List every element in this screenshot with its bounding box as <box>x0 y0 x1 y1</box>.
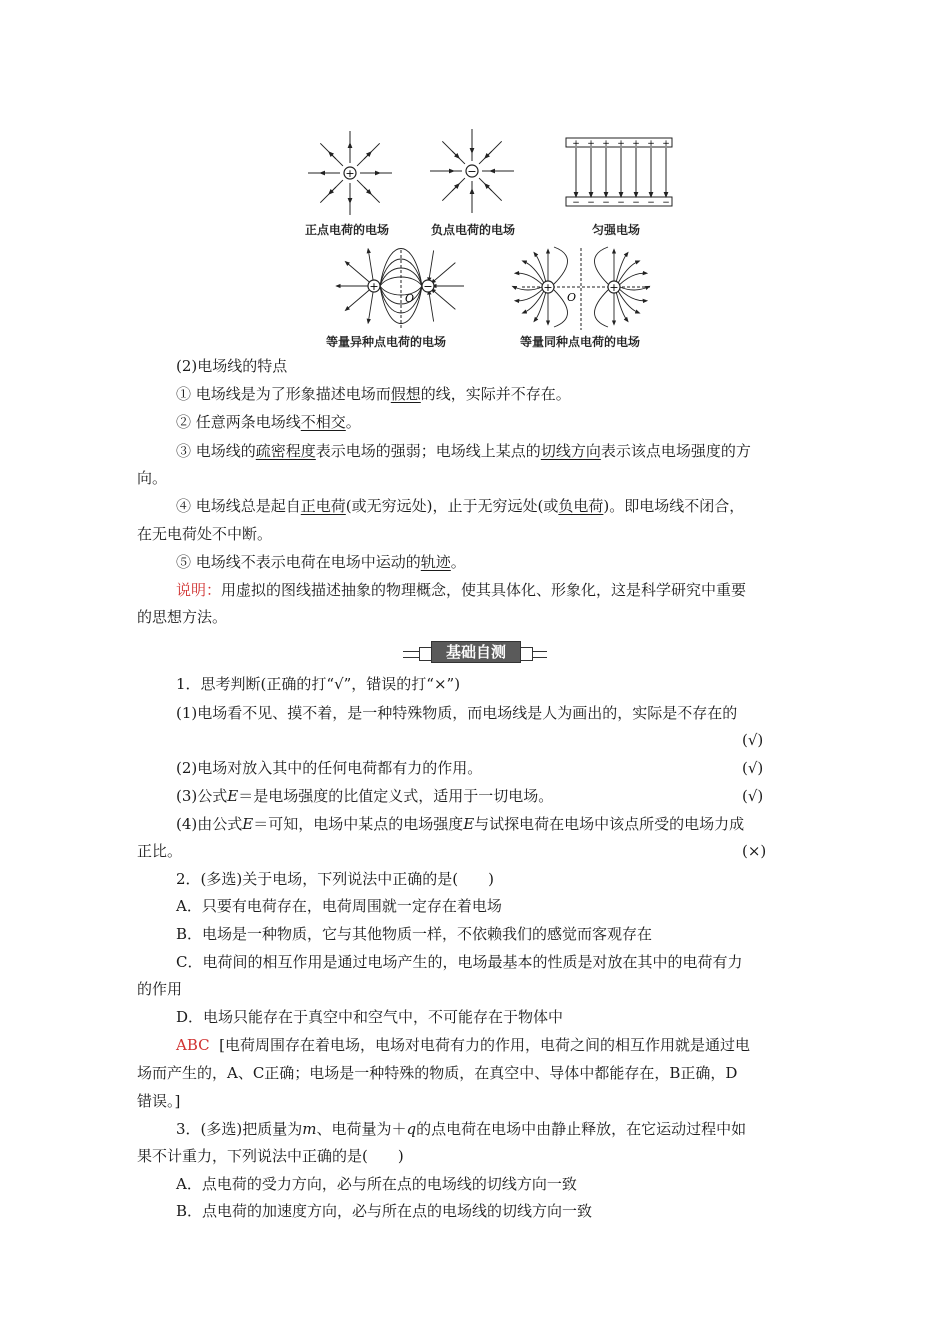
feature-4-cont: 在无电荷处不中断。 <box>137 525 273 543</box>
feature-2: ② 任意两条电场线不相交。 <box>176 413 361 431</box>
caption-uniform: 匀强电场 <box>592 223 641 237</box>
field-arrow <box>452 185 458 191</box>
features-heading: (2)电场线的特点 <box>176 357 288 375</box>
field-arrow <box>330 187 336 193</box>
field-line <box>368 250 373 280</box>
field-figures <box>0 0 950 360</box>
feature-5: ⑤ 电场线不表示电荷在电场中运动的轨迹。 <box>176 553 466 571</box>
minus-sign: − <box>572 198 580 208</box>
field-arrow <box>330 153 336 159</box>
charge-sign: + <box>543 281 553 294</box>
q1-mark-1: (√) <box>742 731 764 749</box>
q2-stem: 2．(多选)关于电场，下列说法中正确的是( ) <box>176 870 494 888</box>
field-line <box>429 250 434 280</box>
negative-charge-field <box>430 129 514 213</box>
field-line <box>368 292 373 322</box>
q2-option-c: C．电荷间的相互作用是通过电场产生的，电场最基本的性质是对放在其中的电荷有力 <box>176 953 743 971</box>
field-line <box>554 290 568 327</box>
plus-sign: + <box>662 139 670 149</box>
field-line <box>347 263 370 282</box>
q2-explain-1: ABC [电荷周围存在着电场，电场对电荷有力的作用，电荷之间的相互作用就是通过电 <box>176 1036 751 1054</box>
field-arrow <box>486 185 492 191</box>
q1-mark-4: (×) <box>742 842 767 860</box>
field-line <box>595 247 609 284</box>
minus-sign: − <box>647 198 655 208</box>
q1-stem: 1．思考判断(正确的打“√”，错误的打“×”) <box>176 675 461 693</box>
q1-item-4: (4)由公式E＝可知，电场中某点的电场强度E与试探电荷在电场中该点所受的电场力成 <box>176 815 745 833</box>
uniform-field <box>566 138 672 208</box>
field-line <box>595 290 609 327</box>
plus-sign: + <box>602 139 610 149</box>
q2-option-a: A．只要有电荷存在，电荷周围就一定存在着电场 <box>176 897 502 915</box>
q2-explain-3: 错误。] <box>137 1092 181 1110</box>
same-charges-field <box>514 247 650 330</box>
caption-negative: 负点电荷的电场 <box>431 223 516 237</box>
positive-charge-field <box>308 131 392 215</box>
minus-sign: − <box>662 198 670 208</box>
q2-option-c-cont: 的作用 <box>137 980 183 998</box>
note: 说明：用虚拟的图线描述抽象的物理概念，使其具体化、形象化，这是科学研究中重要 <box>176 581 747 599</box>
q3-stem: 3．(多选)把质量为m、电荷量为＋q的点电荷在电场中由静止释放，在它运动过程中如 <box>176 1120 747 1138</box>
feature-3-cont: 向。 <box>137 469 168 487</box>
field-arrow <box>486 151 492 157</box>
q1-mark-3: (√) <box>742 787 764 805</box>
banner-title: 基础自测 <box>431 641 521 663</box>
feature-4: ④ 电场线总是起自正电荷(或无穷远处)，止于无穷远处(或负电荷)。即电场线不闭合， <box>176 497 745 515</box>
field-line <box>554 247 568 284</box>
field-lines-diagram <box>0 0 950 360</box>
minus-sign: − <box>602 198 610 208</box>
feature-1: ① 电场线是为了形象描述电场而假想的线，实际并不存在。 <box>176 385 571 403</box>
q1-mark-2: (√) <box>742 759 764 777</box>
field-arrow <box>364 187 370 193</box>
plus-sign: + <box>572 139 580 149</box>
section-banner <box>403 641 547 663</box>
minus-sign: − <box>587 198 595 208</box>
q2-option-d: D．电场只能存在于真空中和空气中，不可能存在于物体中 <box>176 1008 564 1026</box>
charge-sign: − <box>423 280 433 293</box>
caption-opposite: 等量异种点电荷的电场 <box>326 335 447 349</box>
q3-option-a: A．点电荷的受力方向，必与所在点的电场线的切线方向一致 <box>176 1175 577 1193</box>
field-line <box>429 292 434 322</box>
plus-sign: + <box>632 139 640 149</box>
plus-sign: + <box>617 139 625 149</box>
q1-item-4-cont: 正比。 <box>137 842 183 860</box>
charge-sign: + <box>609 281 619 294</box>
origin-label: O <box>567 291 577 304</box>
caption-same: 等量同种点电荷的电场 <box>520 335 641 349</box>
q1-item-2: (2)电场对放入其中的任何电荷都有力的作用。 <box>176 759 483 777</box>
q1-item-3: (3)公式E＝是电场强度的比值定义式，适用于一切电场。 <box>176 787 554 805</box>
q3-stem-cont: 果不计重力，下列说法中正确的是( ) <box>137 1147 404 1165</box>
field-line <box>347 290 370 309</box>
minus-sign: − <box>632 198 640 208</box>
feature-3: ③ 电场线的疏密程度表示电场的强弱；电场线上某点的切线方向表示该点电场强度的方 <box>176 442 751 460</box>
plus-sign: + <box>587 139 595 149</box>
minus-sign: − <box>617 198 625 208</box>
q2-option-b: B．电场是一种物质，它与其他物质一样，不依赖我们的感觉而客观存在 <box>176 925 653 943</box>
q2-explain-2: 场而产生的，A、C正确；电场是一种特殊的物质，在真空中、导体中都能存在，B正确，D <box>137 1064 738 1082</box>
field-arrow <box>364 153 370 159</box>
field-arrow <box>452 151 458 157</box>
origin-label: O <box>405 292 415 305</box>
caption-positive: 正点电荷的电场 <box>305 223 390 237</box>
opposite-charges-field <box>338 249 464 329</box>
charge-sign: − <box>467 165 477 178</box>
field-line <box>433 290 456 309</box>
plus-sign: + <box>647 139 655 149</box>
charge-sign: + <box>345 167 355 180</box>
field-line <box>433 263 456 282</box>
note-cont: 的思想方法。 <box>137 608 228 626</box>
q1-item-1: (1)电场看不见、摸不着，是一种特殊物质，而电场线是人为画出的，实际是不存在的 <box>176 704 738 722</box>
q3-option-b: B．点电荷的加速度方向，必与所在点的电场线的切线方向一致 <box>176 1202 593 1220</box>
charge-sign: + <box>369 280 379 293</box>
